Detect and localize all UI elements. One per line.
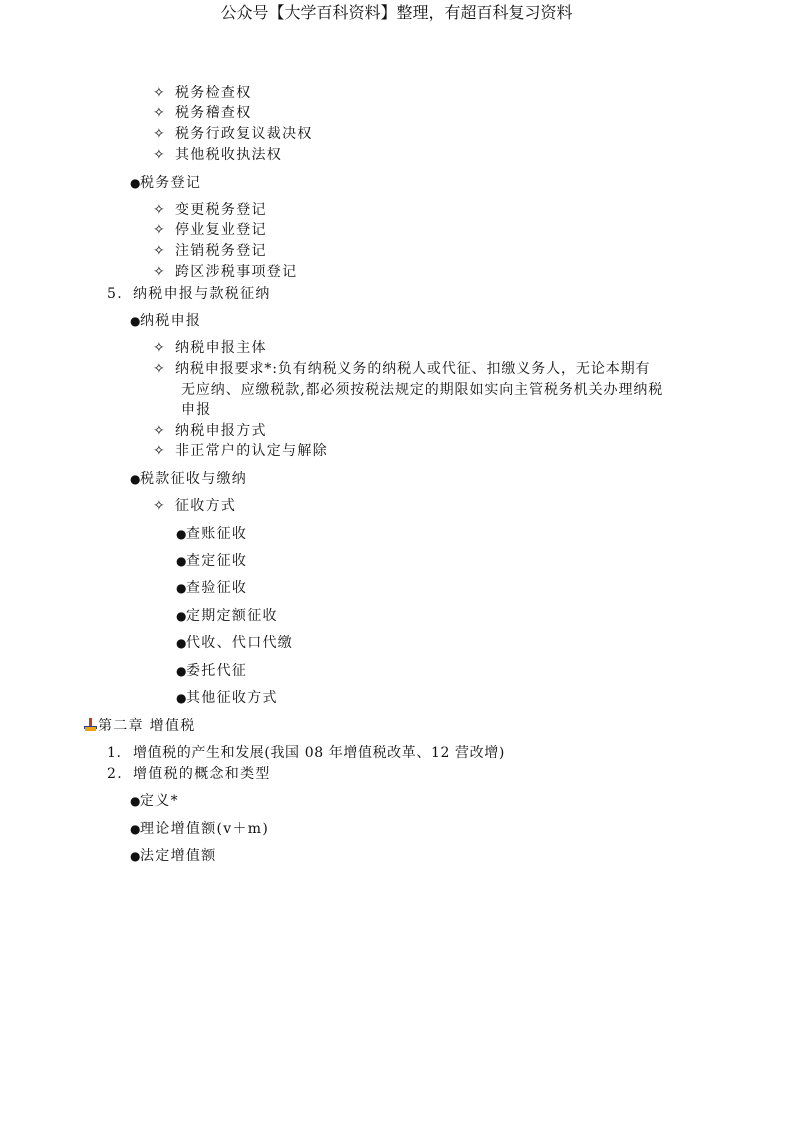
dot-bullet-icon: ● [176, 581, 188, 595]
numbered-item: 2. 增值税的概念和类型 [107, 766, 271, 782]
diamond-bullet-icon: ✧ [153, 443, 167, 459]
diamond-bullet-icon: ✧ [153, 243, 167, 259]
list-item: ✧ 跨区涉税事项登记 [153, 264, 298, 280]
list-item: ✧ 纳税申报方式 [153, 423, 267, 439]
sub-list-item: ●查验征收 [176, 580, 248, 596]
list-item: ✧ 其他税收执法权 [153, 147, 283, 163]
diamond-bullet-icon: ✧ [153, 85, 167, 101]
list-item: ✧ 税务稽查权 [153, 105, 252, 121]
diamond-bullet-icon: ✧ [153, 340, 167, 356]
diamond-bullet-icon: ✧ [153, 105, 167, 121]
dot-bullet-icon: ● [176, 664, 188, 678]
list-item: ✧ 停业复业登记 [153, 222, 267, 238]
bullet-item: ●理论增值额(v＋m) [130, 821, 270, 837]
page-header: 公众号【大学百科资料】整理，有超百科复习资料 [220, 3, 573, 22]
list-item: ✧ 非正常户的认定与解除 [153, 443, 328, 459]
chapter-heading: 第二章 增值税 [84, 717, 196, 735]
diamond-bullet-icon: ✧ [153, 202, 167, 218]
list-item: ✧ 税务检查权 [153, 85, 252, 101]
dot-bullet-icon: ● [176, 636, 188, 650]
dot-bullet-icon: ● [130, 794, 142, 808]
dot-bullet-icon: ● [130, 176, 142, 190]
diamond-bullet-icon: ✧ [153, 126, 167, 142]
list-item: ✧ 纳税申报要求*:负有纳税义务的纳税人或代征、扣缴义务人，无论本期有 [153, 361, 651, 377]
sub-list-item: ●代收、代口代缴 [176, 635, 294, 651]
bullet-heading: ●税务登记 [130, 175, 202, 191]
list-item: ✧ 税务行政复议裁决权 [153, 126, 313, 142]
diamond-bullet-icon: ✧ [153, 498, 167, 514]
dot-bullet-icon: ● [130, 314, 142, 328]
numbered-item: 1. 增值税的产生和发展(我国 08 年增值税改革、12 营改增) [107, 745, 505, 761]
list-item: ✧ 注销税务登记 [153, 243, 267, 259]
sub-list-item: ●委托代征 [176, 663, 248, 679]
bullet-heading: ●纳税申报 [130, 313, 202, 329]
diamond-bullet-icon: ✧ [153, 222, 167, 238]
sub-list-item: ●查账征收 [176, 526, 248, 542]
bullet-heading: ●税款征收与缴纳 [130, 471, 248, 487]
dot-bullet-icon: ● [130, 822, 142, 836]
diamond-bullet-icon: ✧ [153, 423, 167, 439]
list-item: ✧ 纳税申报主体 [153, 340, 267, 356]
diamond-bullet-icon: ✧ [153, 264, 167, 280]
list-item: ✧ 变更税务登记 [153, 202, 267, 218]
bullet-item: ●定义* [130, 793, 179, 809]
list-item-continuation: 申报 [181, 402, 212, 418]
dot-bullet-icon: ● [176, 527, 188, 541]
dot-bullet-icon: ● [176, 691, 188, 705]
diamond-bullet-icon: ✧ [153, 361, 166, 377]
sub-list-item: ●定期定额征收 [176, 608, 278, 624]
dot-bullet-icon: ● [130, 472, 142, 486]
dot-bullet-icon: ● [176, 554, 188, 568]
list-item-continuation: 无应纳、应缴税款,都必须按税法规定的期限如实向主管税务机关办理纳税 [181, 382, 664, 398]
diamond-bullet-icon: ✧ [153, 147, 167, 163]
sub-list-item: ●查定征收 [176, 553, 248, 569]
numbered-item: 5. 纳税申报与款税征纳 [107, 286, 271, 302]
dot-bullet-icon: ● [130, 849, 142, 863]
chapter-pin-icon [84, 718, 97, 731]
dot-bullet-icon: ● [176, 609, 188, 623]
list-item: ✧ 征收方式 [153, 498, 237, 514]
bullet-item: ●法定增值额 [130, 848, 217, 864]
sub-list-item: ●其他征收方式 [176, 690, 278, 706]
